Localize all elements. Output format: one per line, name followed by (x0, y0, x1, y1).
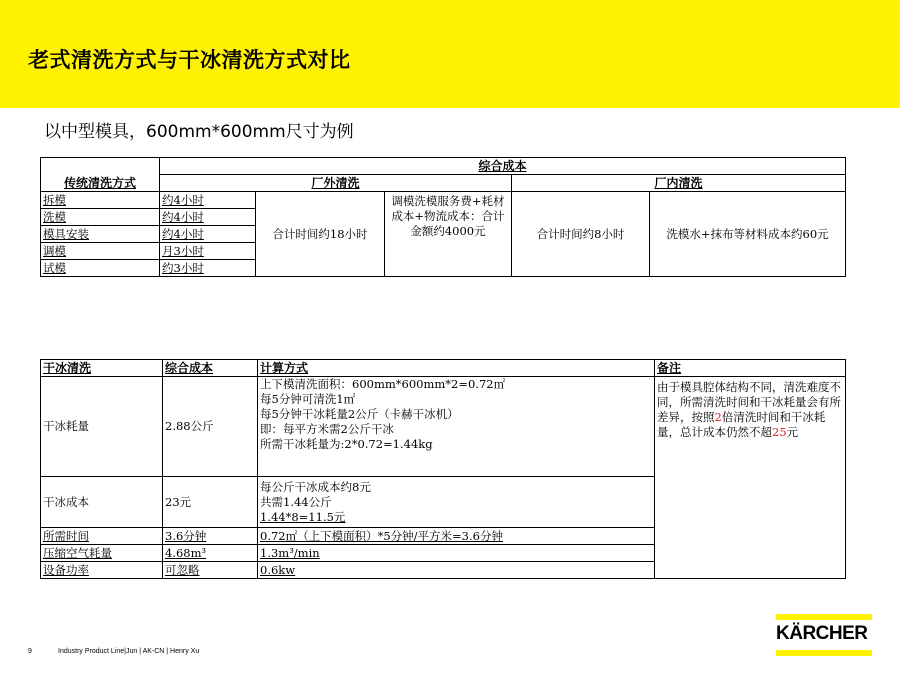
row-cost: 2.88公斤 (163, 377, 258, 477)
calc-cell (258, 377, 655, 477)
calc-cell (258, 477, 655, 528)
step-label: 洗模 (41, 209, 160, 226)
row-item: 压缩空气耗量 (41, 545, 163, 562)
note-text: 元 (786, 425, 799, 439)
note-cell (655, 377, 846, 579)
calc-line: 上下模清洗面积：600mm*600mm*2=0.72㎡ (260, 377, 506, 391)
page-title: 老式清洗方式与干冰清洗方式对比 (28, 48, 351, 72)
calc-line: 1.3m³/min (258, 545, 655, 562)
step-label: 试模 (41, 260, 160, 277)
title-banner (0, 0, 900, 108)
note-text: 由于模具腔体结构不同，清洗难度不同，所需清洗时间和干冰耗量会有所差异，按照 (657, 380, 841, 424)
step-label: 模具安装 (41, 226, 160, 243)
calc-line: 所需干冰耗量为:2*0.72=1.44kg (260, 437, 433, 451)
outside-time: 合计时间约18小时 (256, 192, 385, 277)
header-cost: 综合成本 (163, 360, 258, 377)
col-method-header: 传统清洗方式 (41, 158, 160, 192)
logo-bar-bottom (776, 650, 872, 656)
karcher-logo: KÄRCHER (776, 623, 868, 644)
calc-line: 0.72㎡（上下模面积）*5分钟/平方米=3.6分钟 (258, 528, 655, 545)
col-cost-header: 综合成本 (160, 158, 846, 175)
calc-line: 共需1.44公斤 (260, 494, 332, 509)
row-cost: 3.6分钟 (163, 528, 258, 545)
step-time: 月3小时 (160, 243, 256, 260)
subtitle: 以中型模具，600mm*600mm尺寸为例 (44, 122, 354, 142)
row-item: 干冰耗量 (41, 377, 163, 477)
row-item: 设备功率 (41, 562, 163, 579)
note-text: 倍清洗时间和干冰耗量，总计成本仍然不超 (657, 410, 826, 439)
inside-header: 厂内清洗 (512, 175, 846, 192)
footer-text: Industry Product Line|Jun | AK-CN | Henry Xu (58, 648, 200, 655)
header-dry-ice: 干冰清洗 (41, 360, 163, 377)
calc-line: 每5分钟干冰耗量2公斤（卡赫干冰机） (260, 407, 459, 421)
inside-time: 合计时间约8小时 (512, 192, 650, 277)
inside-cost: 洗模水+抹布等材料成本约60元 (650, 192, 846, 277)
step-time: 约4小时 (160, 192, 256, 209)
outside-header: 厂外清洗 (160, 175, 512, 192)
step-time: 约4小时 (160, 209, 256, 226)
header-note: 备注 (655, 360, 846, 377)
dry-ice-cleaning-table (40, 359, 846, 579)
calc-line: 1.44*8=11.5元 (260, 509, 346, 524)
page-number: 9 (28, 648, 32, 655)
step-time: 约4小时 (160, 226, 256, 243)
row-cost: 4.68m³ (163, 545, 258, 562)
row-cost: 23元 (163, 477, 258, 528)
outside-cost: 调模洗模服务费+耗材成本+物流成本：合计金额约4000元 (385, 192, 512, 277)
row-cost: 可忽略 (163, 562, 258, 579)
note-number: 2 (714, 410, 722, 424)
calc-line: 每5分钟可清洗1㎡ (260, 392, 356, 406)
calc-line: 0.6kw (258, 562, 655, 579)
step-time: 约3小时 (160, 260, 256, 277)
row-item: 干冰成本 (41, 477, 163, 528)
header-calc: 计算方式 (258, 360, 655, 377)
note-number: 25 (772, 425, 787, 439)
row-item: 所需时间 (41, 528, 163, 545)
traditional-cleaning-table (40, 157, 846, 277)
calc-line: 每公斤干冰成本约8元 (260, 479, 371, 494)
logo-bar-top (776, 614, 872, 620)
calc-line: 即：每平方米需2公斤干冰 (260, 422, 394, 436)
step-label: 拆模 (41, 192, 160, 209)
step-label: 调模 (41, 243, 160, 260)
